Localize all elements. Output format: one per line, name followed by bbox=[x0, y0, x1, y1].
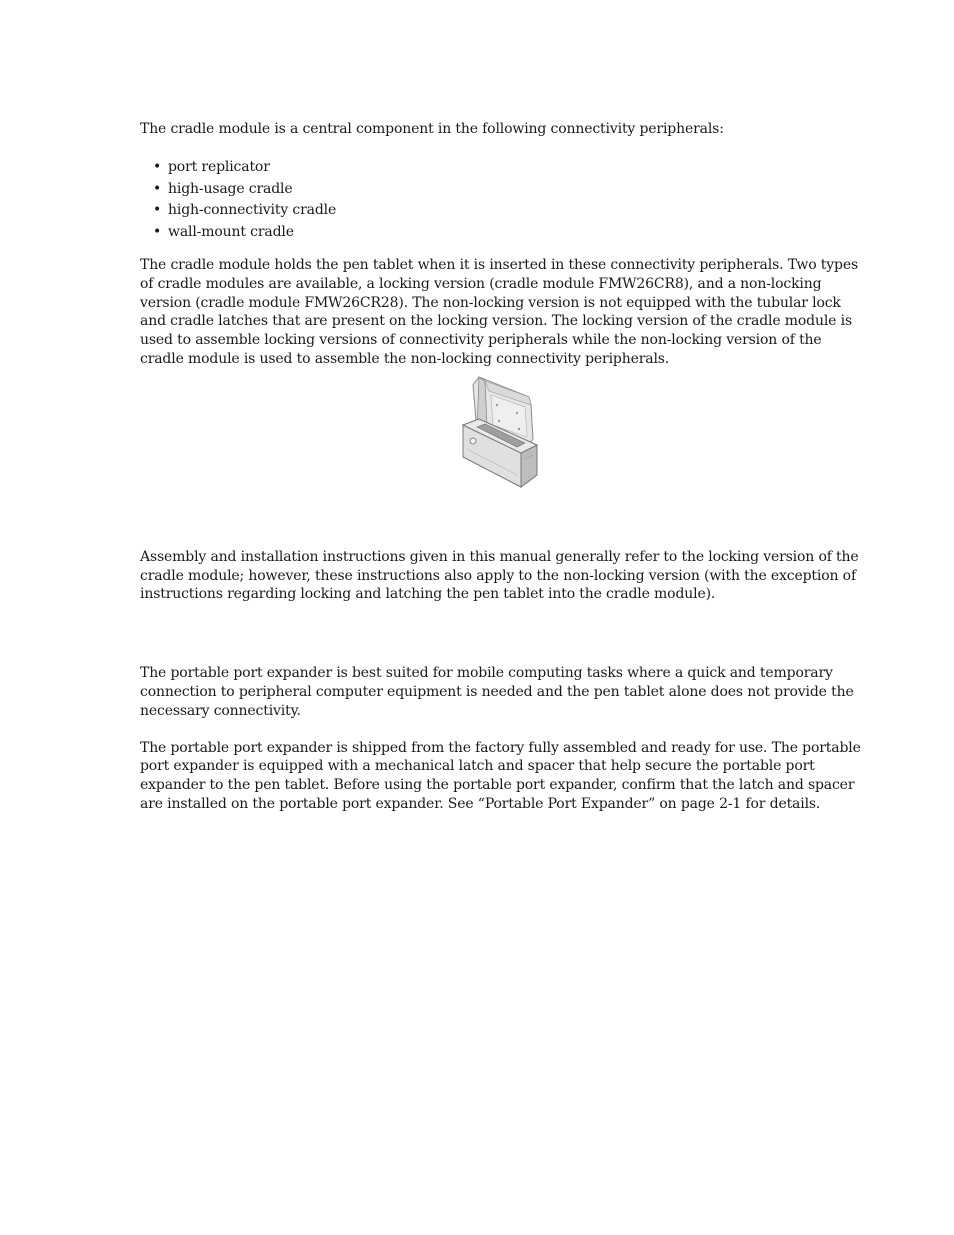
cradle-module-figure bbox=[140, 375, 868, 491]
list-item bbox=[140, 179, 868, 201]
assembly-note-paragraph: Assembly and installation instructions given in this manual generally refer to the locking version of the cradle module; however, these instructions also apply to the non-locking version (with the exception of instructions regarding locking and latching the pen tablet into the cradle module). bbox=[140, 548, 859, 603]
cradle-description-paragraph: The cradle module holds the pen tablet when it is inserted in these connectivity peripherals. Two types of cradle modules are available, a locking version (cradle module FMW26CR8), and a non-locking version (cradle module FMW26CR28). The non-locking version is not equipped with the tubular lock and cradle latches that are present on the locking version. The locking version of the cradle module is used to assemble locking versions of connectivity peripherals while the non-locking version of the cradle module is used to assemble the non-locking connectivity peripherals. bbox=[140, 256, 859, 367]
bullet-icon: • bbox=[153, 180, 162, 197]
list-item-label: high-usage cradle bbox=[168, 180, 293, 197]
list-item-label: port replicator bbox=[168, 158, 270, 175]
list-item bbox=[140, 200, 868, 222]
expander-shipping-paragraph: The portable port expander is shipped from the factory fully assembled and ready for use. The portable port expander is equipped with a mechanical latch and spacer that help secure the portable port expander to the pen tablet. Before using the portable port expander, confirm that the latch and spacer are installed on the portable port expander. See “Portable Port Expander” on page 2-1 for details. bbox=[140, 739, 861, 812]
peripherals-list bbox=[140, 157, 868, 244]
list-item-label: high-connectivity cradle bbox=[168, 202, 337, 219]
bullet-icon: • bbox=[153, 224, 162, 241]
list-item-label: wall-mount cradle bbox=[168, 224, 294, 241]
bullet-icon: • bbox=[153, 158, 162, 175]
list-item bbox=[140, 157, 868, 179]
expander-usage-paragraph: The portable port expander is best suited for mobile computing tasks where a quick and temporary connection to peripheral computer equipment is needed and the pen tablet alone does not provide the necessary connectivity. bbox=[140, 665, 854, 719]
intro-paragraph: The cradle module is a central component in the following connectivity peripherals: bbox=[140, 121, 724, 137]
cradle-module-illustration-icon bbox=[459, 375, 549, 489]
document-page bbox=[140, 120, 868, 814]
bullet-icon: • bbox=[153, 202, 162, 219]
list-item bbox=[140, 222, 868, 244]
